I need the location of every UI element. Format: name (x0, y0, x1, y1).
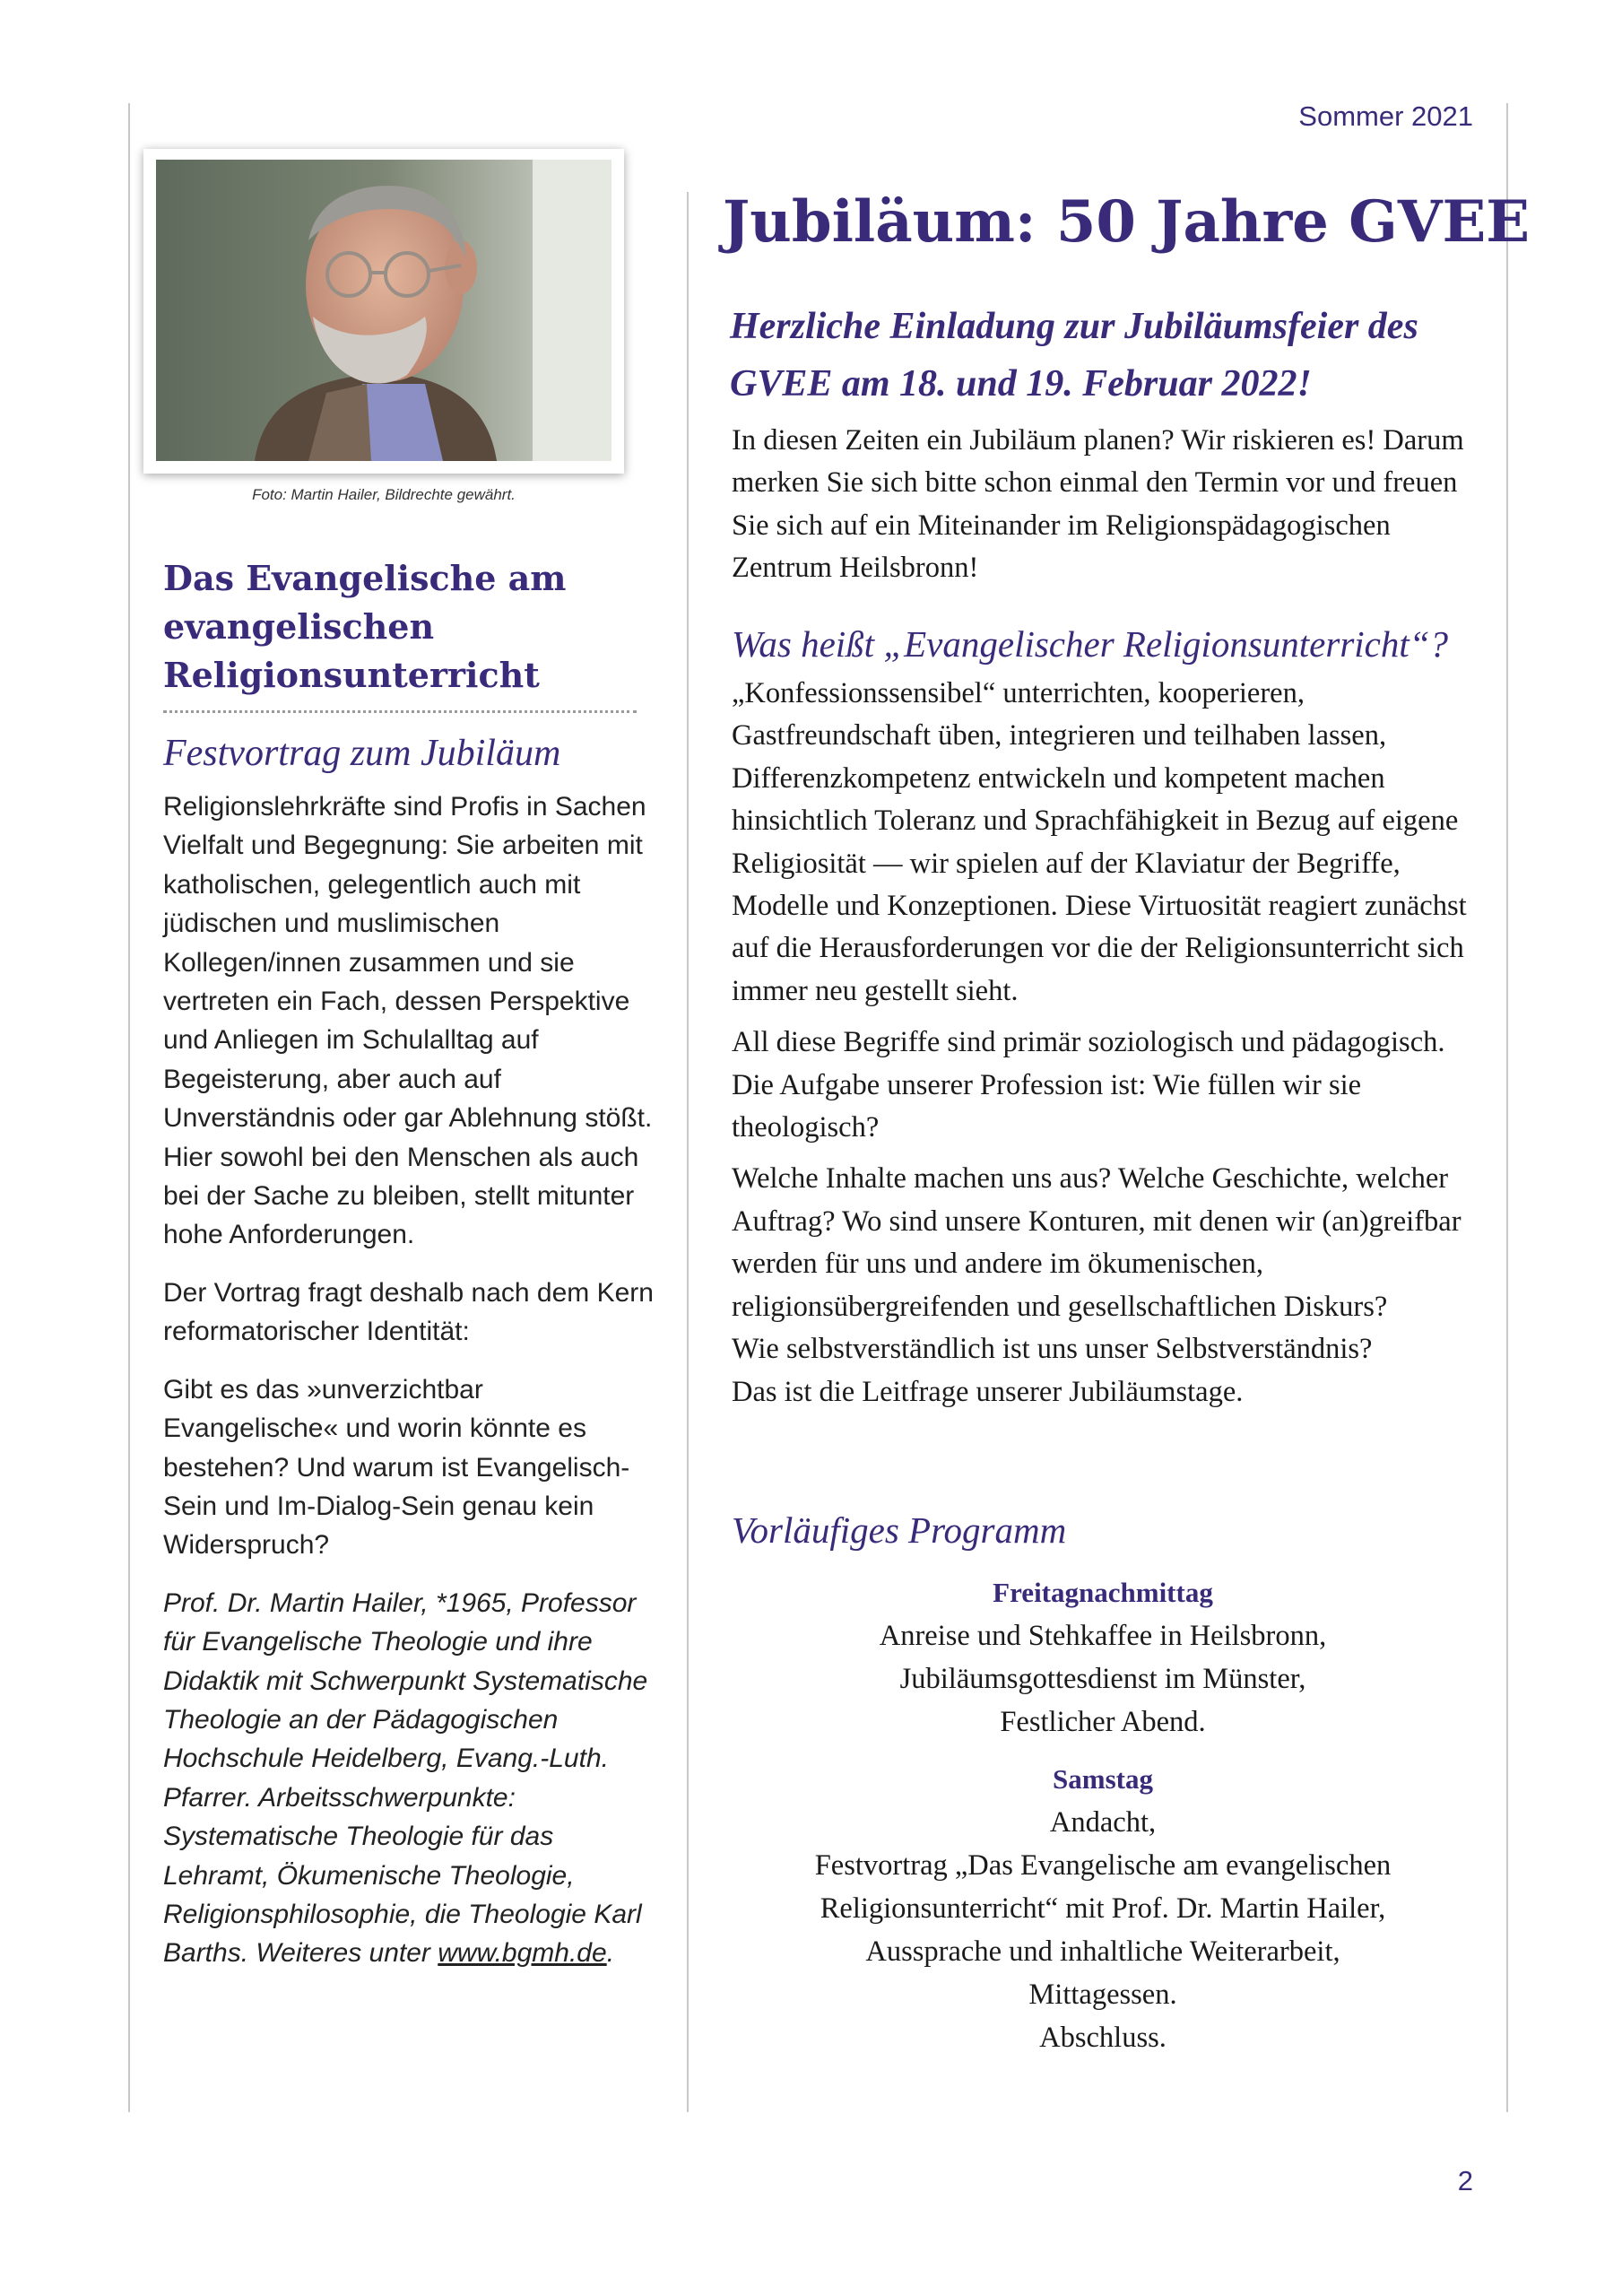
program-item: Religionsunterricht“ mit Prof. Dr. Martin Hailer, (820, 1892, 1386, 1925)
program-item: Andacht, (1049, 1806, 1157, 1839)
question-body (732, 673, 1476, 1413)
portrait-illustration (156, 160, 612, 461)
speaker-bio-text: Prof. Dr. Martin Hailer, *1965, Professor für Evangelische Theologie und ihre Didaktik mit Schwerpunkt Systematische Theologie an der Pädagogischen Hochschule Heidelberg, Evang.-Luth. Pfarrer. Arbeitsschwerpunkte: Systematische Theologie für das Lehramt, Ökumenische Theologie, Religionsphilosophie, die Theologie Karl Barths. Weiteres unter (163, 1587, 648, 1969)
intro-paragraph: In diesen Zeiten ein Jubiläum planen? Wir riskieren es! Darum merken Sie sich bitte schon einmal den Termin vor und freuen Sie sich auf ein Miteinander im Religionspädagogischen Zentrum Heilsbronn! (732, 424, 1464, 585)
program-schedule (735, 1571, 1470, 2074)
question-closing-line: Wie selbstverständlich ist uns unser Selbstverständnis? (732, 1333, 1373, 1366)
portrait-photo-frame (143, 149, 624, 474)
column-divider-rule (687, 192, 689, 2112)
speaker-website-link[interactable]: www.bgmh.de (438, 1938, 607, 1969)
invitation-intro (732, 420, 1476, 599)
photo-caption: Foto: Martin Hailer, Bildrechte gewährt. (252, 486, 516, 503)
question-paragraph: „Konfessionssensibel“ unterrichten, kooperieren, Gastfreundschaft üben, integrieren und teilhaben lassen, Differenzkompetenz entwickeln und kompetent machen hinsichtlich Toleranz und Sprachfähigkeit in Bezug auf eigene Religiosität — wir spielen auf der Klaviatur der Begriffe, Modelle und Konzeptionen. Diese Virtuosität reagiert zunächst auf die Herausforderungen vor die der Religionsunterricht sich immer neu gestellt sieht. (732, 677, 1467, 1007)
program-item: Mittagessen. (1028, 1979, 1177, 2011)
dotted-divider (163, 710, 637, 713)
program-item: Jubiläumsgottesdienst im Münster, (899, 1663, 1306, 1695)
program-item: Abschluss. (1039, 2022, 1167, 2054)
left-margin-rule (128, 103, 130, 2112)
right-margin-rule (1506, 103, 1508, 2112)
speaker-bio (163, 1584, 655, 1973)
lecture-subtitle: Festvortrag zum Jubiläum (163, 733, 561, 774)
question-paragraph: All diese Begriffe sind primär soziologisch und pädagogisch. Die Aufgabe unserer Profession ist: Wie füllen wir sie theologisch? (732, 1026, 1445, 1144)
program-item: Anreise und Stehkaffee in Heilsbronn, (879, 1620, 1327, 1652)
lecture-title: Das Evangelische am evangelischen Religionsunterricht (163, 558, 567, 695)
invitation-subtitle: Herzliche Einladung zur Jubiläumsfeier des GVEE am 18. und 19. Februar 2022! (730, 306, 1418, 404)
speaker-bio-end: . (606, 1938, 615, 1969)
program-day-label: Samstag (1053, 1763, 1153, 1795)
program-day-friday (735, 1571, 1470, 1744)
program-day-saturday (735, 1758, 1470, 2059)
issue-date: Sommer 2021 (1298, 100, 1473, 132)
program-item: Aussprache und inhaltliche Weiterarbeit, (865, 1935, 1340, 1968)
portrait-photo (156, 160, 612, 461)
program-item: Festvortrag „Das Evangelische am evangelischen (814, 1849, 1392, 1882)
question-paragraph: Welche Inhalte machen uns aus? Welche Geschichte, welcher Auftrag? Wo sind unsere Konturen, mit denen wir (an)greifbar werden für uns und andere im ökumenischen, religionsübergreifenden und gesellschaftlichen Diskurs? (732, 1162, 1462, 1323)
program-day-label: Freitagnachmittag (993, 1577, 1213, 1608)
question-closing (732, 1328, 1476, 1413)
lecture-paragraph: Gibt es das »unverzichtbar Evangelische« und worin könnte es bestehen? Und warum ist Evangelisch-Sein und Im-Dialog-Sein genau kein Widerspruch? (163, 1374, 630, 1561)
program-item: Festlicher Abend. (1000, 1706, 1206, 1738)
program-heading: Vorläufiges Programm (732, 1509, 1067, 1551)
page-number: 2 (1457, 2165, 1473, 2196)
lecture-paragraph: Der Vortrag fragt deshalb nach dem Kern reformatorischer Identität: (163, 1277, 654, 1347)
lecture-description (163, 787, 655, 1992)
question-heading: Was heißt „Evangelischer Religionsunterricht“? (732, 623, 1449, 665)
question-closing-line: Das ist die Leitfrage unserer Jubiläumstage. (732, 1375, 1244, 1408)
lecture-paragraph: Religionslehrkräfte sind Profis in Sachen Vielfalt und Begegnung: Sie arbeiten mit katholischen, gelegentlich auch mit jüdischen und muslimischen Kollegen/innen zusammen und sie vertreten ein Fach, dessen Perspektive und Anliegen im Schulalltag auf Begeisterung, aber auch auf Unverständnis oder gar Ablehnung stößt. Hier sowohl bei den Menschen als auch bei der Sache zu bleiben, stellt mitunter hohe Anforderungen. (163, 792, 653, 1250)
page-title: Jubiläum: 50 Jahre GVEE (723, 188, 1531, 256)
